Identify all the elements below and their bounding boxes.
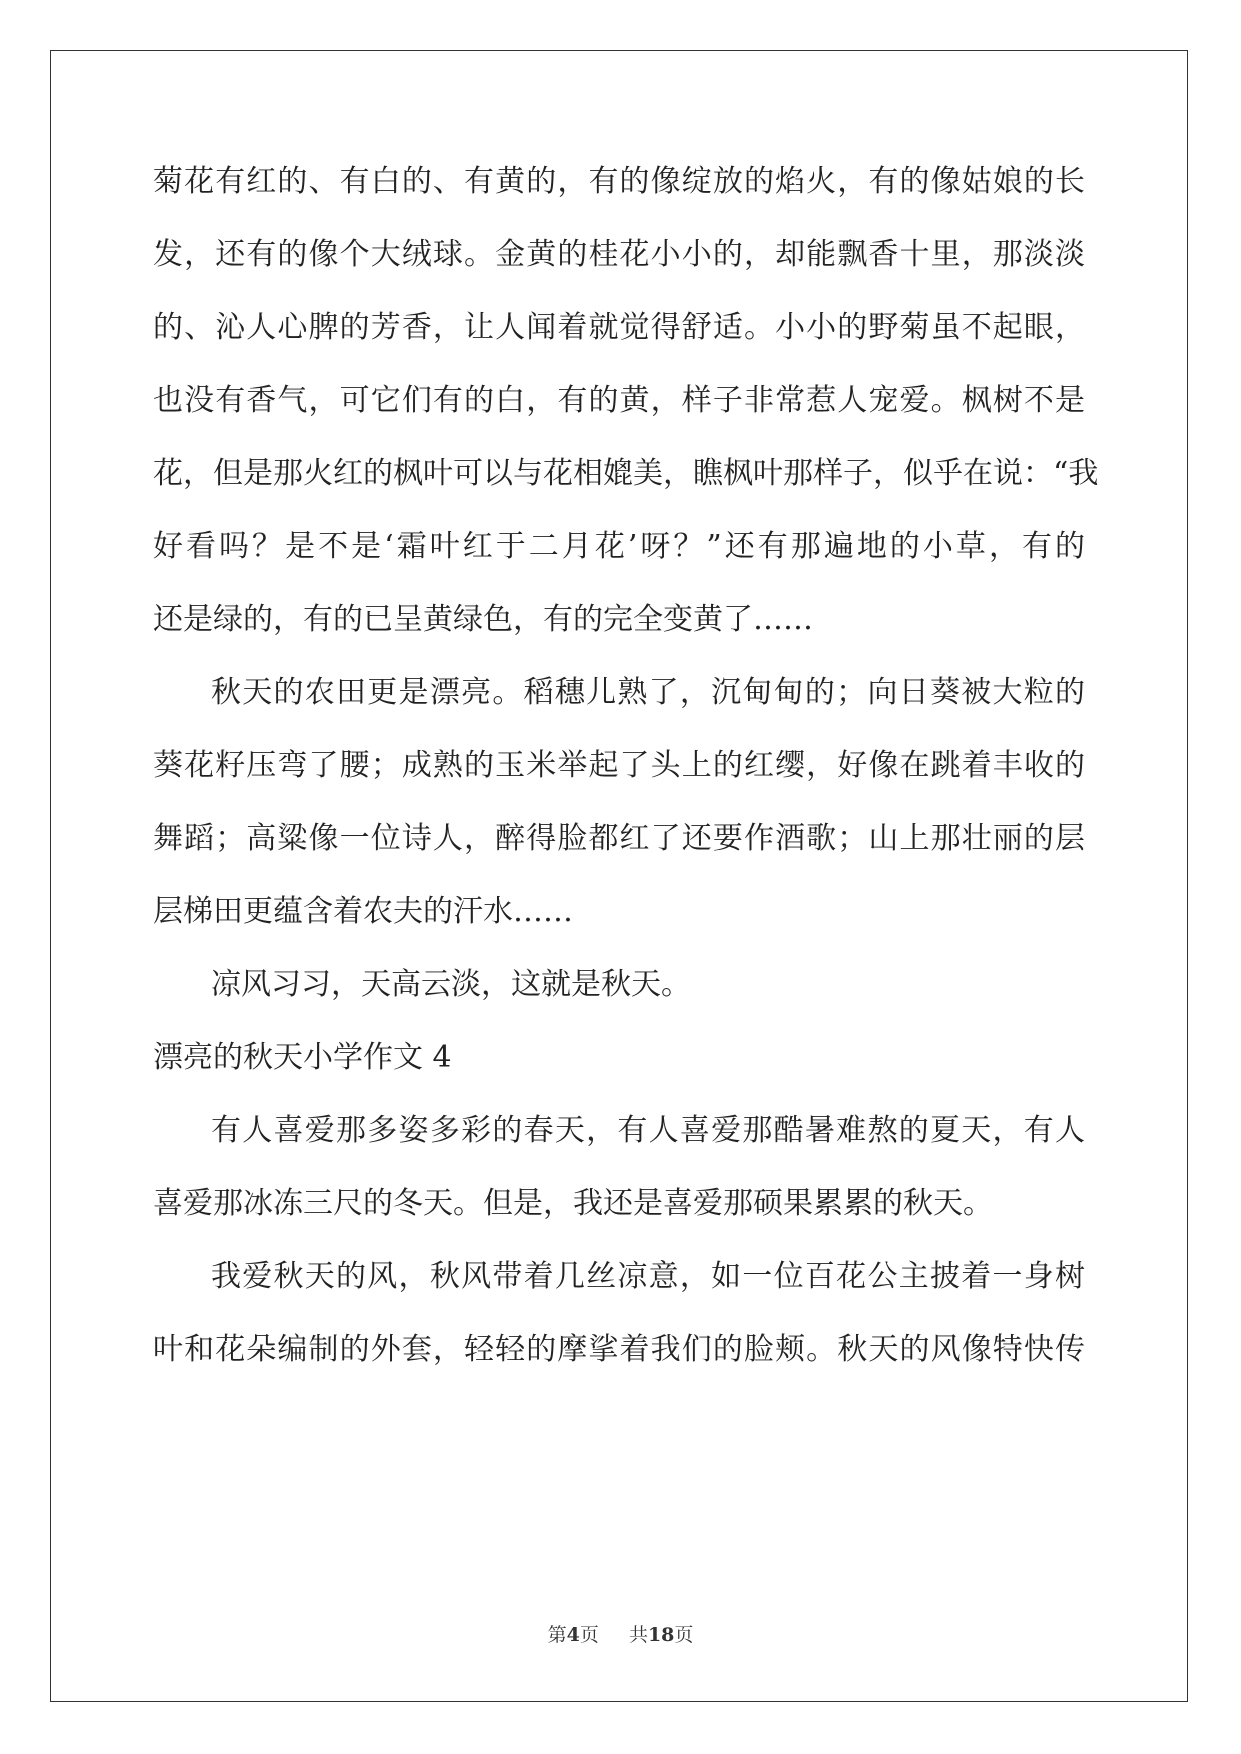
text-line: 葵花籽压弯了腰；成熟的玉米举起了头上的红缨，好像在跳着丰收的 (153, 748, 1085, 783)
footer-total-suffix: 页 (674, 1624, 694, 1646)
footer-page-number: 4 (566, 1624, 580, 1646)
text-line: 发，还有的像个大绒球。金黄的桂花小小的，却能飘香十里，那淡淡 (153, 237, 1085, 272)
footer-total-prefix: 共 (628, 1624, 648, 1646)
text-line: 菊花有红的、有白的、有黄的，有的像绽放的焰火，有的像姑娘的长 (153, 164, 1085, 199)
paragraph-first-line: 秋天的农田更是漂亮。稻穗儿熟了，沉甸甸的；向日葵被大粒的 (211, 675, 1085, 710)
text-line: 还是绿的，有的已呈黄绿色，有的完全变黄了…… (153, 602, 813, 637)
text-line: 的、沁人心脾的芳香，让人闻着就觉得舒适。小小的野菊虽不起眼， (153, 310, 1085, 345)
section-heading: 漂亮的秋天小学作文 4 (153, 1040, 452, 1075)
page-footer (0, 1620, 1241, 1647)
paragraph-first-line: 有人喜爱那多姿多彩的春天，有人喜爱那酷暑难熬的夏天，有人 (211, 1113, 1085, 1148)
text-line: 舞蹈；高粱像一位诗人，醉得脸都红了还要作酒歌；山上那壮丽的层 (153, 821, 1085, 856)
footer-page-prefix: 第 (547, 1624, 567, 1646)
page-border (50, 50, 1188, 1702)
footer-page-suffix: 页 (579, 1624, 599, 1646)
text-line: 好看吗？是不是‘霜叶红于二月花’呀？”还有那遍地的小草，有的 (153, 529, 1085, 564)
text-line: 喜爱那冰冻三尺的冬天。但是，我还是喜爱那硕果累累的秋天。 (153, 1186, 993, 1221)
text-line: 也没有香气，可它们有的白，有的黄，样子非常惹人宠爱。枫树不是 (153, 383, 1085, 418)
text-line: 花，但是那火红的枫叶可以与花相媲美，瞧枫叶那样子，似乎在说：“我 (153, 456, 1099, 491)
paragraph-first-line: 凉风习习，天高云淡，这就是秋天。 (211, 967, 691, 1002)
paragraph-first-line: 我爱秋天的风，秋风带着几丝凉意，如一位百花公主披着一身树 (211, 1259, 1085, 1294)
text-line: 层梯田更蕴含着农夫的汗水…… (153, 894, 573, 929)
text-line: 叶和花朵编制的外套，轻轻的摩挲着我们的脸颊。秋天的风像特快传 (153, 1332, 1085, 1367)
footer-total-pages: 18 (647, 1624, 675, 1646)
